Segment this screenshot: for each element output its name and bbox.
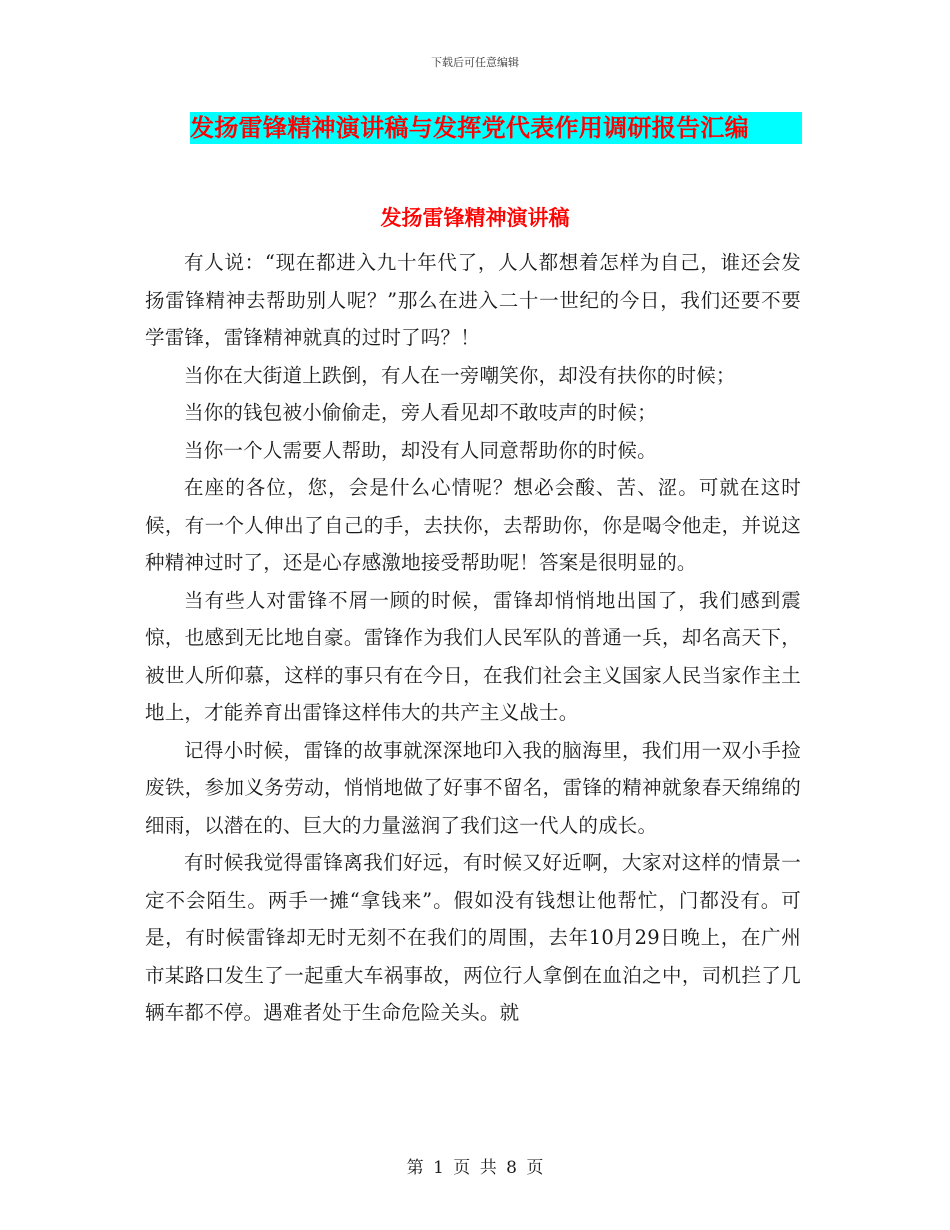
section-title: 发扬雷锋精神演讲稿 xyxy=(380,206,570,230)
document-title: 发扬雷锋精神演讲稿与发挥党代表作用调研报告汇编 xyxy=(190,112,802,144)
page-header-note: 下载后可任意编辑 xyxy=(431,56,519,69)
paragraph: 有时候我觉得雷锋离我们好远，有时候又好近啊，大家对这样的情景一定不会陌生。两手一摊“拿钱来”。假如没有钱想让他帮忙，门都没有。可是，有时候雷锋却无时无刻不在我们的周围，去年10月29日晚上，在广州市某路口发生了一起重大车祸事故，两位行人拿倒在血泊之中，司机拦了几辆车都不停。遇难者处于生命危险关头。就 xyxy=(145,851,801,1024)
paragraph: 当有些人对雷锋不屑一顾的时候，雷锋却悄悄地出国了，我们感到震惊，也感到无比地自豪。雷锋作为我们人民军队的普通一兵，却名高天下，被世人所仰慕，这样的事只有在今日，在我们社会主义国家人民当家作主土地上，才能养育出雷锋这样伟大的共产主义战士。 xyxy=(145,588,801,724)
paragraph: 在座的各位，您，会是什么心情呢？想必会酸、苦、涩。可就在这时候，有一个人伸出了自己的手，去扶你，去帮助你，你是喝令他走，并说这种精神过时了，还是心存感激地接受帮助呢！答案是很明显的。 xyxy=(145,476,801,574)
page-footer: 第 1 页 共 8 页 xyxy=(406,1158,544,1178)
paragraph: 当你的钱包被小偷偷走，旁人看见却不敢吱声的时候； xyxy=(184,401,657,424)
document-body xyxy=(145,244,801,1032)
paragraph: 当你在大街道上跌倒，有人在一旁嘲笑你，却没有扶你的时候； xyxy=(184,363,736,387)
paragraph: 记得小时候，雷锋的故事就深深地印入我的脑海里，我们用一双小手捡废铁，参加义务劳动，悄悄地做了好事不留名，雷锋的精神就象春天绵绵的细雨，以潜在的、巨大的力量滋润了我们这一代人的成长。 xyxy=(145,738,801,837)
paragraph: 有人说：“现在都进入九十年代了，人人都想着怎样为自己，谁还会发扬雷锋精神去帮助别人呢？”那么在进入二十一世纪的今日，我们还要不要学雷锋，雷锋精神就真的过时了吗？！ xyxy=(145,251,801,349)
paragraph: 当你一个人需要人帮助，却没有人同意帮助你的时候。 xyxy=(184,438,657,462)
